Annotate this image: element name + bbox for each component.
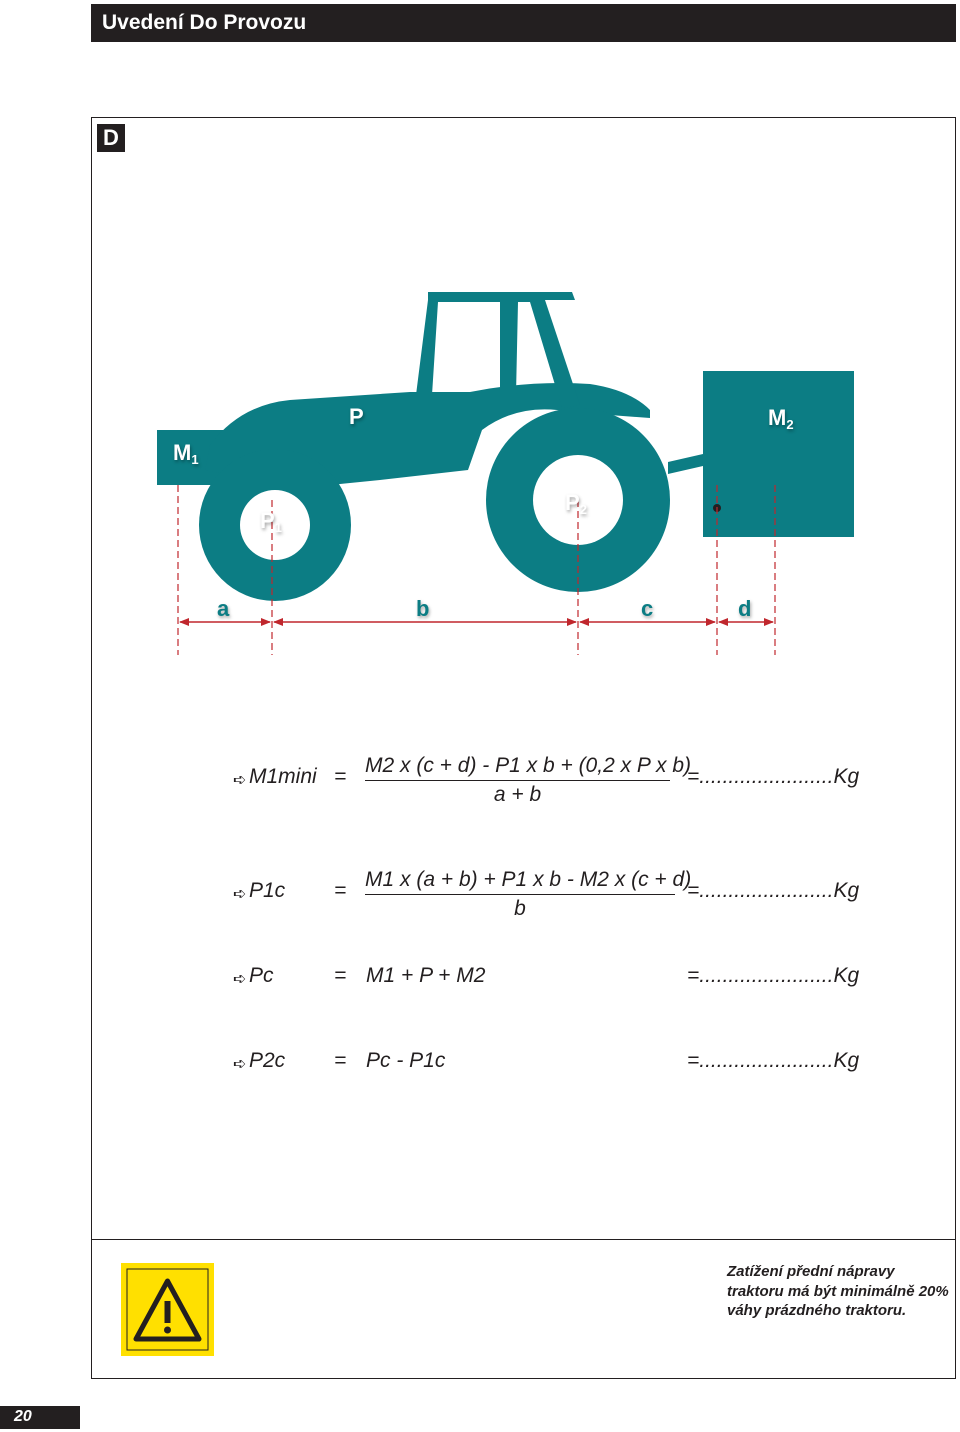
formula-eq: = bbox=[334, 765, 347, 788]
formula-result: =.......................Kg bbox=[687, 765, 860, 788]
arrow-icon: ➪ bbox=[233, 1056, 247, 1073]
arrow-icon: ➪ bbox=[233, 886, 247, 903]
formula-result: =.......................Kg bbox=[687, 1049, 860, 1072]
formula-expression: M1 + P + M2 bbox=[366, 964, 486, 987]
formula-eq: = bbox=[334, 1049, 347, 1072]
label-m1: $M_1$ bbox=[173, 440, 199, 467]
formula-result: =.......................Kg bbox=[687, 879, 860, 902]
warning-text: Zatížení přední nápravy traktoru má být minimálně 20% váhy prázdného traktoru. bbox=[727, 1263, 949, 1319]
formula-fraction bbox=[365, 868, 692, 921]
rear-weight-m2 bbox=[703, 371, 854, 537]
dim-label-c: c bbox=[641, 596, 654, 621]
formula-expression: Pc - P1c bbox=[366, 1049, 446, 1072]
label-p: P bbox=[349, 404, 364, 429]
formula-name: P2c bbox=[249, 1049, 286, 1072]
dim-label-a: a bbox=[217, 596, 230, 621]
label-m2: $M_2$ bbox=[768, 405, 794, 432]
arrow-icon: ➪ bbox=[233, 772, 247, 789]
formula-denominator: a + b bbox=[493, 783, 542, 806]
formula-denominator: b bbox=[514, 897, 526, 920]
dim-label-b: b bbox=[416, 596, 430, 621]
warning-triangle-icon bbox=[121, 1263, 214, 1356]
page-title: Uvedení Do Provozu bbox=[102, 11, 307, 34]
arrow-icon: ➪ bbox=[233, 971, 247, 988]
warning-box bbox=[121, 1263, 214, 1356]
page-number: 20 bbox=[14, 1408, 32, 1425]
formula-fraction bbox=[365, 754, 691, 807]
rear-hitch bbox=[668, 454, 703, 474]
formula-eq: = bbox=[334, 879, 347, 902]
formula-result: =.......................Kg bbox=[687, 964, 860, 987]
formula-name: M1mini bbox=[249, 765, 317, 788]
formula-numerator: M1 x (a + b) + P1 x b - M2 x (c + d) bbox=[365, 868, 675, 895]
frame-divider bbox=[91, 1239, 956, 1240]
formula-numerator: M2 x (c + d) - P1 x b + (0,2 x P x b) bbox=[365, 754, 670, 781]
section-letter: D bbox=[97, 124, 125, 152]
tractor-diagram bbox=[0, 0, 960, 700]
formula-name: Pc bbox=[249, 964, 274, 987]
formula-name: P1c bbox=[249, 879, 286, 902]
label-p1: $P_1$ bbox=[260, 508, 282, 535]
formula-eq: = bbox=[334, 964, 347, 987]
dim-label-d: d bbox=[738, 596, 752, 621]
label-p2: $P_2$ bbox=[565, 490, 587, 517]
page-number-badge bbox=[0, 1406, 80, 1429]
